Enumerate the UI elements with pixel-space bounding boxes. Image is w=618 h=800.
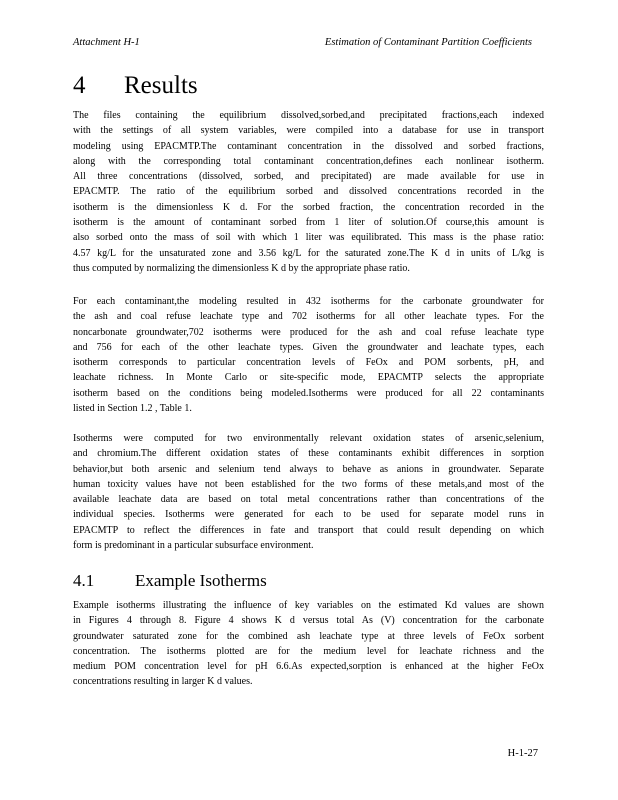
text-line: and chromium.The different oxidation states of these contaminants exhibit differences in sorption: [73, 448, 544, 460]
text-line: medium POM concentration level for pH 6.6.As expected,sorption is enhanced at the higher FeOx: [73, 661, 544, 673]
text-line: EPACMTP to reflect the differences in fate and transport that could result depending on which: [73, 524, 544, 536]
header-right: Estimation of Contaminant Partition Coefficients: [324, 37, 532, 48]
text-line: 4.57 kg/L for the unsaturated zone and 3.56 kg/L for the saturated zone.The K d in units of L/kg is: [73, 247, 544, 259]
text-line: isotherm based on the conditions being modeled.Isotherms were produced for all 22 contaminants: [73, 387, 544, 399]
text-line: EPACMTP. The ratio of the equilibrium sorbed and dissolved concentrations recorded in the: [73, 186, 544, 198]
text-line: For each contaminant,the modeling resulted in 432 isotherms for the carbonate groundwater for: [73, 296, 544, 307]
text-line: The files containing the equilibrium dissolved,sorbed,and precipitated fractions,each indexed: [73, 110, 544, 121]
text-line: Example isotherms illustrating the influence of key variables on the estimated Kd values are shown: [73, 600, 544, 611]
subsection-heading: [73, 571, 267, 591]
section-title: Results: [124, 72, 198, 99]
text-line: leachate richness. In Monte Carlo or site-specific mode, EPACMTP selects the appropriate: [73, 372, 544, 384]
text-line: available leachate data are based on total metal concentrations rather than concentrations of the: [73, 494, 544, 506]
section-heading: [73, 72, 198, 100]
text-line: individual species. Isotherms were generated for each to be used for separate model runs in: [73, 509, 544, 521]
subsection-title: Example Isotherms: [135, 571, 267, 590]
text-line: also sorbed onto the mass of soil with which 1 liter was equilibrated. This mass is the phase ratio:: [73, 232, 544, 244]
page-number: H-1-27: [507, 748, 538, 759]
text-line: along with the corresponding total contaminant concentration,defines each nonlinear isotherm.: [73, 155, 544, 167]
paragraph-1: [73, 108, 544, 276]
paragraph-4: [73, 598, 544, 690]
text-line: the ash and coal refuse leachate type and 702 isotherms for all other leachate types. For the: [73, 311, 544, 323]
paragraph-2: [73, 294, 544, 416]
text-line: human toxicity values have not been established for the two forms of these metals,and most of the: [73, 478, 544, 490]
running-header: [73, 37, 532, 48]
text-line: modeling using EPACMTP.The contaminant concentration in the dissolved and sorbed fractions,: [73, 140, 544, 152]
text-line: form is predominant in a particular subsurface environment.: [73, 540, 314, 552]
header-left: Attachment H-1: [73, 37, 140, 48]
text-line: All three concentrations (dissolved, sorbed, and precipitated) are made available for use in: [73, 171, 544, 183]
text-line: isotherm corresponds to particular concentration levels of FeOx and POM sorbents, pH, and: [73, 357, 544, 369]
text-line: in Figures 4 through 8. Figure 4 shows K d versus total As (V) concentration for the carbonate: [73, 615, 544, 627]
subsection-number: 4.1: [73, 571, 95, 590]
text-line: thus computed by normalizing the dimensionless K d by the appropriate phase ratio.: [73, 262, 410, 274]
text-line: noncarbonate groundwater,702 isotherms were produced for the ash and coal refuse leachate type: [73, 326, 544, 338]
text-line: with the settings of all system variables, were compiled into a database for use in transport: [73, 125, 544, 137]
text-line: behavior,but both arsenic and selenium tend always to behave as anions in groundwater. Separate: [73, 463, 544, 475]
text-line: and 756 for each of the other leachate types. Given the groundwater and leachate types, each: [73, 341, 544, 353]
text-line: Isotherms were computed for two environmentally relevant oxidation states of arsenic,selenium,: [73, 433, 544, 444]
text-line: isotherm is the amount of contaminant sorbed from 1 liter of solution.Of course,this amount is: [73, 217, 544, 229]
text-line: concentration. The isotherms plotted are for the medium level for leachate richness and the: [73, 645, 544, 657]
text-line: isotherm is the dimensionless K d. For the sorbed fraction, the concentration recorded in the: [73, 201, 544, 213]
text-line: listed in Section 1.2 , Table 1.: [73, 403, 192, 415]
paragraph-3: [73, 431, 544, 553]
text-line: concentrations resulting in larger K d values.: [73, 676, 253, 688]
section-number: 4: [73, 72, 86, 99]
text-line: groundwater saturated zone for the combined ash leachate type at three levels of FeOx sorbent: [73, 630, 544, 642]
